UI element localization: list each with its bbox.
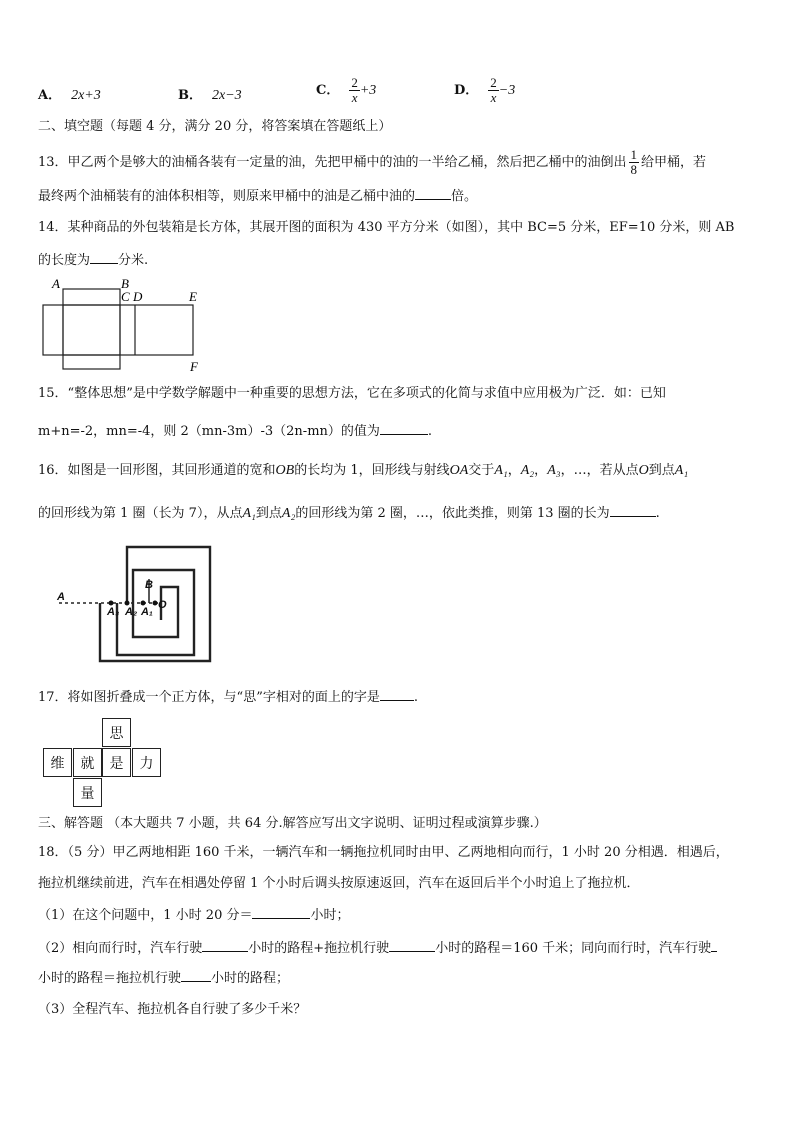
cube-face-jiu: 就 (73, 748, 102, 777)
q13-frac-numerator: 1 (630, 147, 638, 162)
q13-fraction (629, 148, 640, 177)
q17-text-a: 17．将如图折叠成一个正方体，与“思”字相对的面上的字是 (38, 690, 380, 705)
point-a2 (125, 601, 130, 606)
spiral-label-a1: A₁ (141, 606, 153, 618)
q18-p2-text-e: 小时的路程； (211, 971, 290, 986)
q15-answer-blank[interactable] (380, 421, 428, 435)
net-top-bottom-strip (63, 289, 120, 369)
cube-face-liang: 量 (73, 778, 102, 807)
option-c (316, 76, 376, 105)
q17-line1 (38, 687, 418, 707)
q16-text-b: 的长均为 1，回形线与射线 (294, 463, 450, 478)
q18-p2-text-d: 小时的路程＝拖拉机行驶 (38, 971, 182, 986)
q13-text-b: 给甲桶，若 (641, 155, 707, 170)
q16-text-a: 16．如图是一回形图，其回形通道的宽和 (38, 463, 276, 478)
net-side-strip (43, 305, 193, 355)
spiral-label-o: O (158, 599, 167, 611)
box-net-figure (38, 278, 208, 374)
option-d (454, 76, 515, 105)
section3-heading: 三、解答题 （本大题共 7 小题，共 64 分.解答应写出文字说明、证明过程或演算步骤.） (38, 816, 547, 831)
q16-a2-second: A₂ (281, 506, 296, 521)
q16-text-e: 到点 (648, 463, 675, 478)
option-d-label: D． (454, 83, 479, 98)
q17-answer-blank[interactable] (380, 687, 414, 701)
spiral-label-b: B (145, 579, 153, 591)
q13-text-c: 最终两个油桶装有的油体积相等，则原来甲桶中的油是乙桶中油的 (38, 189, 416, 204)
q14-text-a: 的长度为 (38, 253, 91, 268)
q16-oa: OA (449, 463, 469, 478)
point-a1 (141, 601, 146, 606)
option-c-numerator: 2 (351, 75, 358, 90)
q16-a1-third: A₁ (242, 506, 256, 521)
option-c-fraction (349, 76, 360, 105)
q18-part2 (38, 938, 717, 958)
q16-sep1: ， (507, 463, 521, 478)
q18-p2-text-c: 小时的路程＝160 千米；同向而行时，汽车行驶 (435, 941, 712, 956)
q14-answer-blank[interactable] (90, 250, 118, 264)
q18-line1: 18．（5 分）甲乙两地相距 160 千米，一辆汽车和一辆拖拉机同时由甲、乙两地相向而行，1 小时 20 分相遇．相遇后， (38, 845, 729, 860)
net-label-d: D (133, 289, 143, 304)
q16-a2: A₂ (520, 463, 535, 478)
q16-a3: A₃ (547, 463, 561, 478)
point-o (153, 601, 158, 606)
q16-text-h: 的回形线为第 2 圈，…，依此类推，则第 13 圈的长为 (295, 506, 610, 521)
point-a3 (109, 601, 114, 606)
spiral-figure (55, 543, 217, 665)
option-a-expression: 2x+3 (71, 88, 101, 103)
net-label-c: C (121, 289, 130, 304)
q16-text-d: ，…，若从点 (560, 463, 639, 478)
net-label-b: B (121, 278, 129, 291)
q13-text-d: 倍。 (451, 189, 478, 204)
q13-answer-blank[interactable] (415, 186, 451, 200)
spiral-label-a: A (57, 591, 65, 603)
net-label-a: A (52, 278, 60, 291)
cube-net-figure (43, 718, 163, 810)
q13-line2 (38, 186, 477, 206)
option-d-rest: −3 (498, 83, 516, 98)
q15-line1: 15．“整体思想”是中学数学解题中一种重要的思想方法，它在多项式的化简与求值中应用极为广泛．如：已知 (38, 386, 666, 401)
option-d-fraction (488, 76, 499, 105)
spiral-label-a2: A₂ (125, 606, 138, 618)
q14-line1: 14．某种商品的外包装箱是长方体，其展开图的面积为 430 平方分米（如图），其中 BC=5 分米，EF=10 分米，则 AB (38, 220, 735, 235)
q13-line1 (38, 148, 706, 177)
q16-a1: A₁ (494, 463, 508, 478)
cube-face-si: 思 (102, 718, 131, 747)
q16-line2 (38, 503, 660, 523)
q15-text-a: m+n=-2，mn=-4，则 2（mn-3m）-3（2n-mn）的值为 (38, 424, 380, 439)
q14-line2 (38, 250, 148, 270)
q18-p1-text-b: 小时； (310, 908, 350, 923)
q18-p2-text-a: （2）相向而行时，汽车行驶 (38, 941, 203, 956)
q18-p2-blank-1[interactable] (202, 938, 248, 952)
q18-part2-cont (38, 968, 289, 988)
q15-text-b: . (427, 424, 433, 439)
option-a (38, 84, 101, 104)
q16-line1 (38, 462, 688, 480)
cube-face-shi: 是 (102, 748, 131, 777)
section2-heading: 二、填空题（每题 4 分，满分 20 分，将答案填在答题纸上） (38, 119, 392, 134)
q13-frac-denominator: 8 (630, 162, 638, 177)
option-b-expression: 2x−3 (212, 88, 242, 103)
option-b (178, 84, 242, 104)
spiral-label-a3: A₃ (107, 606, 120, 618)
q15-line2 (38, 421, 432, 441)
net-label-f: F (190, 359, 198, 374)
q16-text-f: 的回形线为第 1 圈（长为 7），从点 (38, 506, 243, 521)
q18-part1 (38, 905, 350, 925)
q18-part3: （3）全程汽车、拖拉机各自行驶了多少千米？ (38, 1002, 307, 1017)
q16-answer-blank[interactable] (610, 503, 656, 517)
option-c-label: C． (316, 83, 340, 98)
cube-face-li: 力 (132, 748, 161, 777)
q18-p1-text-a: （1）在这个问题中，1 小时 20 分＝ (38, 908, 253, 923)
q16-a1-second: A₁ (674, 463, 689, 478)
q18-line2: 拖拉机继续前进，汽车在相遇处停留 1 个小时后调头按原速返回，汽车在返回后半个小时追上了拖拉机． (38, 876, 640, 891)
net-label-e: E (189, 289, 197, 304)
q18-p2-blank-4[interactable] (181, 968, 211, 982)
q16-o: O (638, 463, 649, 478)
cube-face-wei: 维 (43, 748, 72, 777)
option-c-denominator: x (351, 90, 358, 105)
q18-p2-blank-2[interactable] (389, 938, 435, 952)
q18-p2-blank-3[interactable] (711, 938, 717, 952)
q16-ob: OB (275, 463, 295, 478)
option-d-numerator: 2 (490, 75, 497, 90)
q18-p2-text-b: 小时的路程+拖拉机行驶 (248, 941, 390, 956)
q16-text-g: 到点 (255, 506, 282, 521)
option-a-label: A． (38, 88, 62, 103)
option-d-denominator: x (490, 90, 497, 105)
q16-text-c: 交于 (468, 463, 495, 478)
q17-text-b: . (413, 690, 418, 705)
q13-text-a: 13．甲乙两个是够大的油桶各装有一定量的油，先把甲桶中的油的一半给乙桶，然后把乙桶中的油倒出 (38, 155, 627, 170)
option-b-label: B． (178, 88, 202, 103)
q18-p1-blank[interactable] (252, 905, 310, 919)
option-c-rest: +3 (359, 83, 377, 98)
q14-text-b: 分米. (118, 253, 149, 268)
q16-sep2: ， (534, 463, 548, 478)
q16-text-i: . (655, 506, 660, 521)
